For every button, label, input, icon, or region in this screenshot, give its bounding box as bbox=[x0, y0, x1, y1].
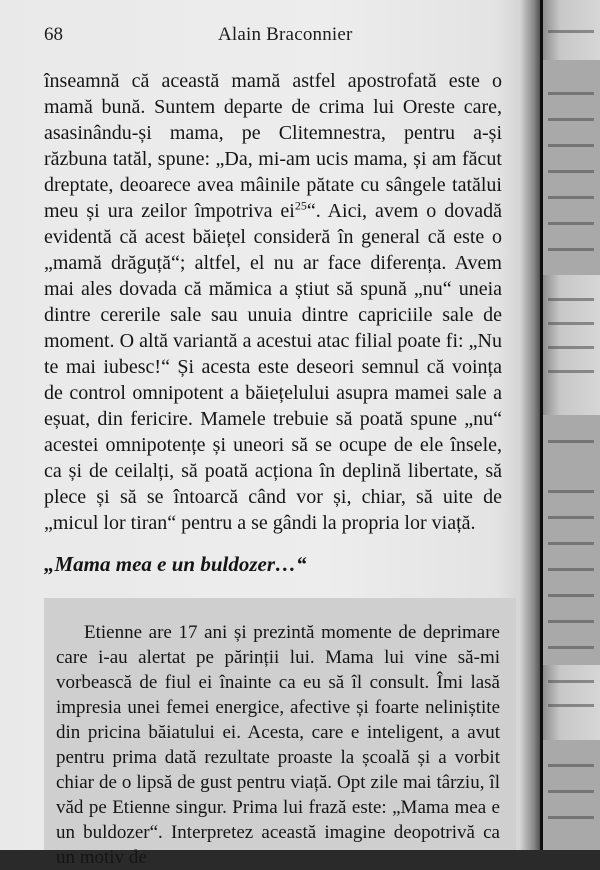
page-header bbox=[44, 24, 504, 48]
facing-page-text-line bbox=[548, 248, 594, 251]
facing-page-text-line bbox=[548, 620, 594, 623]
facing-page-text-line bbox=[548, 170, 594, 173]
body-paragraph bbox=[44, 68, 502, 536]
facing-page-text-line bbox=[548, 346, 594, 349]
body-text-part-2: “. Aici, avem o dovadă evidentă că acest băiețel consideră în general că este o „mamă drăguță“; altfel, el nu ar face diferența. Avem mai ales dovada că mămica a știut să spună „nu“ uneia dintre cererile sale sau unuia dintre capriciile sale de moment. O altă variantă a acestui atac filial poate fi: „Nu te mai iubesc!“ Și acesta este deseori semnul că voința de control omnipotent a băiețelului asupra mamei sale a eșuat, din fericire. Mamele trebuie să poată spune „nu“ acestei omnipotențe și uneori să se ocupe de ele însele, ca și de ceilalți, să poată acționa în deplină libertate, să plece și să se întoarcă când vor și, chiar, să uite de „micul lor tiran“ pentru a se gândi la propria lor viață. bbox=[44, 200, 502, 534]
facing-page-text-line bbox=[548, 594, 594, 597]
case-study-text: Etienne are 17 ani și prezintă momente de deprimare care i-au alertat pe părinții lui. Mama lui vine să-mi vorbească de fiul ei înainte ca eu să îl consult. Îmi lasă impresia unei femei energice, afective și foarte neliniștite din pricina băiatului ei. Acesta, care e inteligent, a avut pentru prima dată rezultate proaste la școală și a vorbit chiar de o lipsă de gust pentru viață. Opt zile mai târziu, îl văd pe Etienne singur. Prima lui frază este: „Mama mea e un buldozer“. Interpretez această imagine deopotrivă ca un motiv de bbox=[56, 622, 500, 868]
footnote-reference: 25 bbox=[294, 198, 307, 213]
facing-page-text-line bbox=[548, 764, 594, 767]
facing-page-text-line bbox=[548, 790, 594, 793]
facing-page-text-line bbox=[548, 568, 594, 571]
facing-page-text-line bbox=[548, 704, 594, 707]
body-text-part-1: înseamnă că această mamă astfel apostrofată este o mamă bună. Suntem departe de crima lui Oreste care, asasinându-și mama, pe Clitemnestra, pentru a-și răzbuna tatăl, spune: „Da, mi-am ucis mama, și am făcut dreptate, deoarece avea mâinile pătate cu sângele tatălui meu și ura zeilor împotriva ei bbox=[44, 70, 502, 222]
facing-page-text-line bbox=[548, 490, 594, 493]
facing-page-text-line bbox=[548, 144, 594, 147]
facing-page-text-line bbox=[548, 440, 594, 443]
facing-page-text-line bbox=[548, 680, 594, 683]
facing-page-text-line bbox=[548, 30, 594, 33]
facing-page-shaded-block bbox=[543, 740, 600, 850]
running-head-author: Alain Braconnier bbox=[218, 24, 353, 45]
facing-page-text-line bbox=[548, 370, 594, 373]
facing-page-text-line bbox=[548, 516, 594, 519]
page-number: 68 bbox=[44, 24, 63, 45]
facing-page-text-line bbox=[548, 196, 594, 199]
section-heading: „Mama mea e un buldozer…“ bbox=[44, 552, 307, 576]
facing-page-text-line bbox=[548, 298, 594, 301]
facing-page-text-line bbox=[548, 322, 594, 325]
facing-page-text-line bbox=[548, 646, 594, 649]
facing-page-shaded-block bbox=[543, 415, 600, 665]
facing-page-text-line bbox=[548, 816, 594, 819]
facing-page-text-line bbox=[548, 92, 594, 95]
facing-page-text-line bbox=[548, 118, 594, 121]
facing-page-edge bbox=[543, 0, 600, 850]
facing-page-text-line bbox=[548, 542, 594, 545]
facing-page-text-line bbox=[548, 222, 594, 225]
